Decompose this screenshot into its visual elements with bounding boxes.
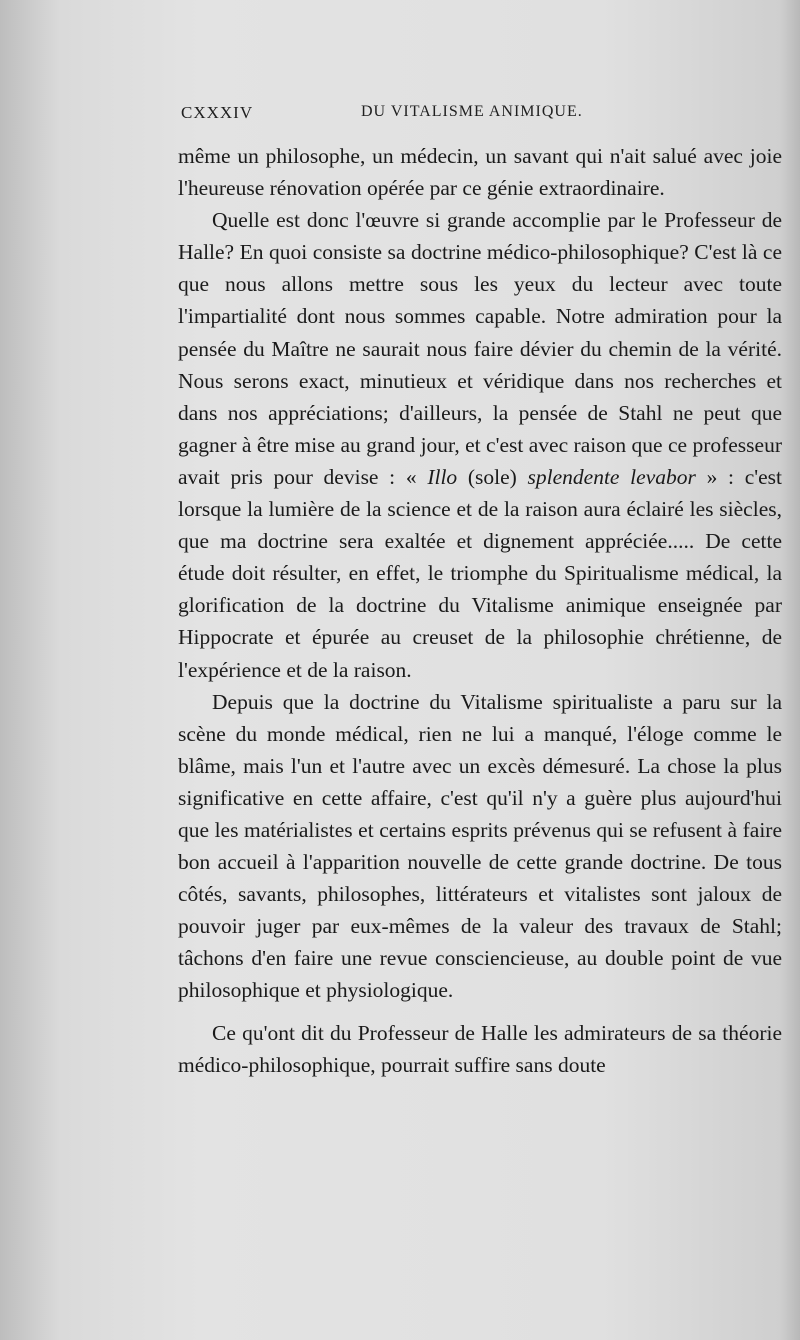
paragraph — [178, 1017, 782, 1081]
page-number: CXXXIV — [181, 103, 254, 122]
body-text — [178, 140, 782, 1081]
italic-segment: Illo — [427, 464, 458, 489]
text-segment: (sole) — [457, 464, 528, 489]
page-header — [181, 103, 781, 133]
text-segment: même un philosophe, un médecin, un savant qui n'ait salué avec joie l'heureuse rénovation opérée par ce génie extraordinaire. — [178, 144, 782, 201]
text-segment: Ce qu'ont dit du Professeur de Halle les admirateurs de sa théorie médico-philosophique, pourrait suffire sans doute — [178, 1020, 782, 1077]
paragraph — [178, 686, 782, 1007]
paragraph-continuation — [178, 140, 782, 204]
italic-segment: splendente levabor — [527, 464, 696, 489]
text-segment: Quelle est donc l'œuvre si grande accomplie par le Professeur de Halle? En quoi consiste sa doctrine médico-philosophique? C'est là ce que nous allons mettre sous les yeux du lecteur avec toute l'impartialité dont nous sommes capable. Notre admiration pour la pensée du Maître ne saurait nous faire dévier du chemin de la vérité. Nous serons exact, minutieux et véridique dans nos recherches et dans nos appréciations; d'ailleurs, la pensée de Stahl ne peut que gagner à être mise au grand jour, et c'est avec raison que ce professeur avait pris pour devise : « — [178, 208, 782, 489]
paragraph — [178, 204, 782, 685]
running-title: DU VITALISME ANIMIQUE. — [361, 103, 583, 120]
text-segment: » : c'est lorsque la lumière de la science et de la raison aura éclairé les siècles, que ma doctrine sera exaltée et dignement appréciée..... De cette étude doit résulter, en effet, le triomphe du Spiritualisme médical, la glorification de la doctrine du Vitalisme animique enseignée par Hippocrate et épurée au creuset de la philosophie chrétienne, de l'expérience et de la raison. — [178, 464, 782, 682]
text-segment: Depuis que la doctrine du Vitalisme spiritualiste a paru sur la scène du monde médical, rien ne lui a manqué, l'éloge comme le blâme, mais l'un et l'autre avec un excès démesuré. La chose la plus significative en cette affaire, c'est qu'il n'y a guère plus aujourd'hui que les matérialistes et certains esprits prévenus qui se refusent à faire bon accueil à l'apparition nouvelle de cette grande doctrine. De tous côtés, savants, philosophes, littérateurs et vitalistes sont jaloux de pouvoir juger par eux-mêmes de la valeur des travaux de Stahl; tâchons d'en faire une revue consciencieuse, au double point de vue philosophique et physiologique. — [178, 689, 782, 1003]
